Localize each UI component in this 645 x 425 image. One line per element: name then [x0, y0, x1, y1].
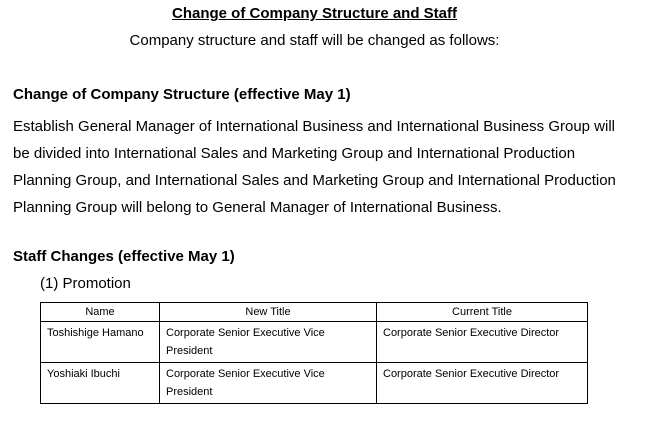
- promotion-label: (1) Promotion: [40, 275, 131, 292]
- column-header-new-title: New Title: [160, 303, 377, 322]
- structure-body: Establish General Manager of International Business and International Business Group will be divided into International Sales and Marketing Group and International Production Planning Group, and International Sales and Marketing Group and International Production Planning Group will belong to General Manager of International Business.: [13, 118, 616, 216]
- cell-name: Toshishige Hamano: [41, 322, 160, 363]
- cell-name: Yoshiaki Ibuchi: [41, 363, 160, 404]
- table-row: [41, 322, 588, 363]
- table-row: [41, 363, 588, 404]
- cell-current-title: Corporate Senior Executive Director: [377, 322, 588, 363]
- cell-current-title: Corporate Senior Executive Director: [377, 363, 588, 404]
- cell-new-title: Corporate Senior Executive Vice President: [160, 363, 377, 404]
- column-header-name: Name: [41, 303, 160, 322]
- promotion-table: [40, 302, 588, 404]
- column-header-current-title: Current Title: [377, 303, 588, 322]
- staff-heading: Staff Changes (effective May 1): [13, 248, 235, 265]
- structure-heading: Change of Company Structure (effective May 1): [13, 86, 351, 103]
- cell-new-title: Corporate Senior Executive Vice President: [160, 322, 377, 363]
- document-title: Change of Company Structure and Staff: [171, 5, 458, 22]
- table-header-row: [41, 303, 588, 322]
- intro-text: Company structure and staff will be changed as follows:: [129, 32, 500, 49]
